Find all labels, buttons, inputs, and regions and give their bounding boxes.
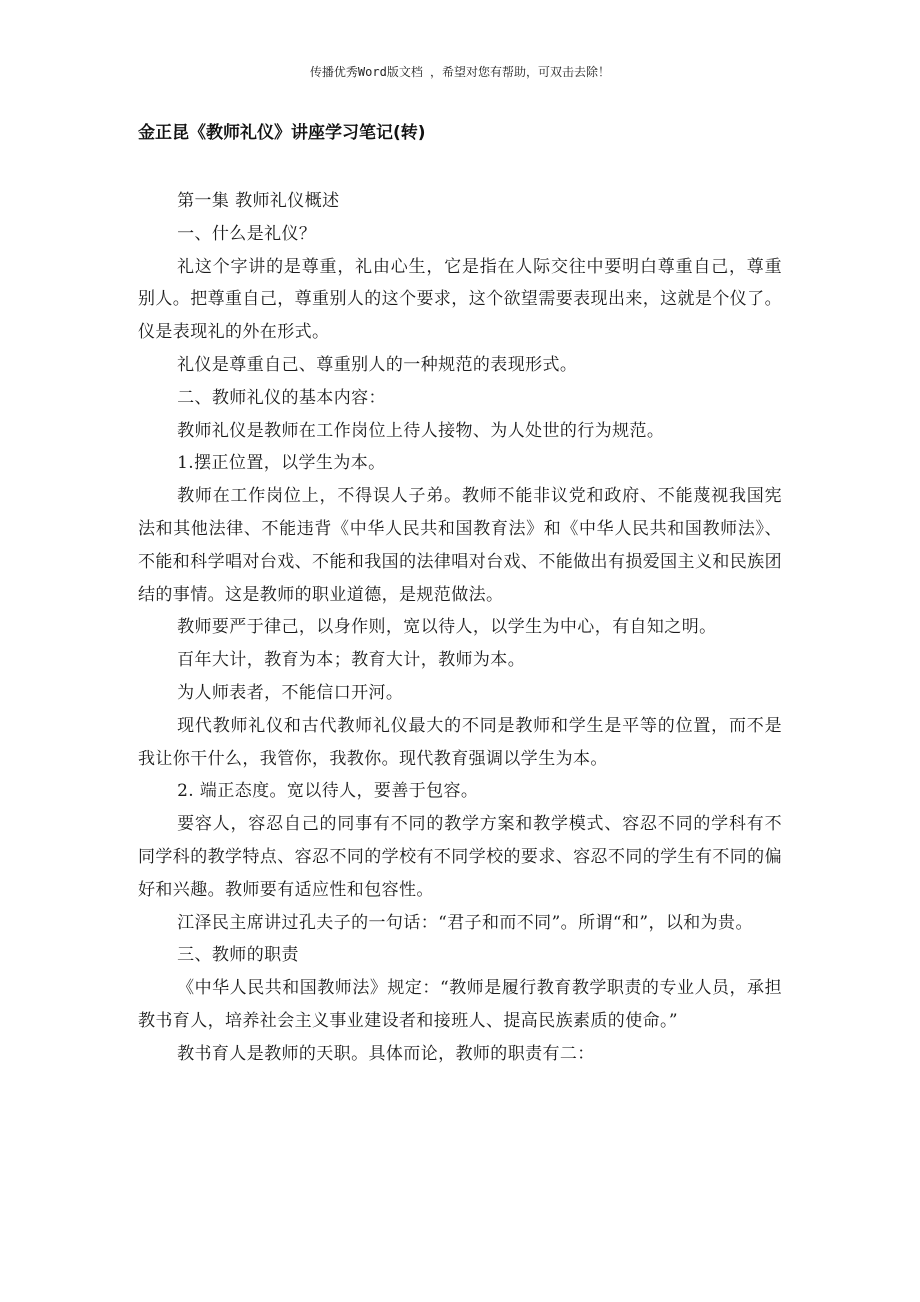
page-header-notice: 传播优秀Word版文档 ，希望对您有帮助，可双击去除！: [309, 65, 611, 79]
paragraph: 礼这个字讲的是尊重，礼由心生，它是指在人际交往中要明白尊重自己，尊重别人。把尊重自己，尊重别人的这个要求，这个欲望需要表现出来，这就是个仪了。仪是表现礼的外在形式。: [138, 256, 782, 343]
paragraph: 礼仪是尊重自己、尊重别人的一种规范的表现形式。: [177, 354, 578, 375]
paragraph: 《中华人民共和国教师法》规定：“教师是履行教育教学职责的专业人员，承担教书育人，培养社会主义事业建设者和接班人、提高民族素质的使命。”: [138, 978, 782, 1031]
document-title: 金正昆《教师礼仪》讲座学习笔记(转): [138, 123, 426, 143]
subheading-teacher-duties: 三、教师的职责: [177, 945, 299, 966]
paragraph: 江泽民主席讲过孔夫子的一句话：“君子和而不同”。所谓“和”，以和为贵。: [177, 912, 753, 933]
paragraph: 百年大计，教育为本；教育大计，教师为本。: [177, 650, 526, 671]
paragraph: 教师要严于律己，以身作则，宽以待人，以学生为中心，有自知之明。: [177, 617, 717, 638]
paragraph: 教师礼仪是教师在工作岗位上待人接物、为人处世的行为规范。: [177, 420, 665, 441]
document-body: [138, 185, 782, 1071]
section-heading-episode-1: 第一集 教师礼仪概述: [177, 191, 340, 211]
paragraph: 教师在工作岗位上，不得误人子弟。教师不能非议党和政府、不能蔑视我国宪法和其他法律、不能违背《中华人民共和国教育法》和《中华人民共和国教师法》、不能和科学唱对台戏、不能和我国的法律唱对台戏、不能做出有损爱国主义和民族团结的事情。这是教师的职业道德，是规范做法。: [138, 486, 782, 605]
paragraph: 现代教师礼仪和古代教师礼仪最大的不同是教师和学生是平等的位置，而不是我让你干什么，我管你，我教你。现代教育强调以学生为本。: [138, 715, 782, 769]
paragraph: 要容人，容忍自己的同事有不同的教学方案和教学模式、容忍不同的学科有不同学科的教学特点、容忍不同的学校有不同学校的要求、容忍不同的学生有不同的偏好和兴趣。教师要有适应性和包容性。: [138, 814, 782, 900]
list-point-1: 1.摆正位置，以学生为本。: [177, 453, 386, 474]
subheading-what-is-etiquette: 一、什么是礼仪？: [177, 223, 317, 244]
paragraph: 教书育人是教师的天职。具体而论，教师的职责有二：: [177, 1043, 595, 1064]
paragraph: 为人师表者，不能信口开河。: [177, 682, 404, 703]
list-point-2: 2. 端正态度。宽以待人，要善于包容。: [177, 781, 479, 802]
subheading-basic-content: 二、教师礼仪的基本内容：: [177, 387, 386, 408]
